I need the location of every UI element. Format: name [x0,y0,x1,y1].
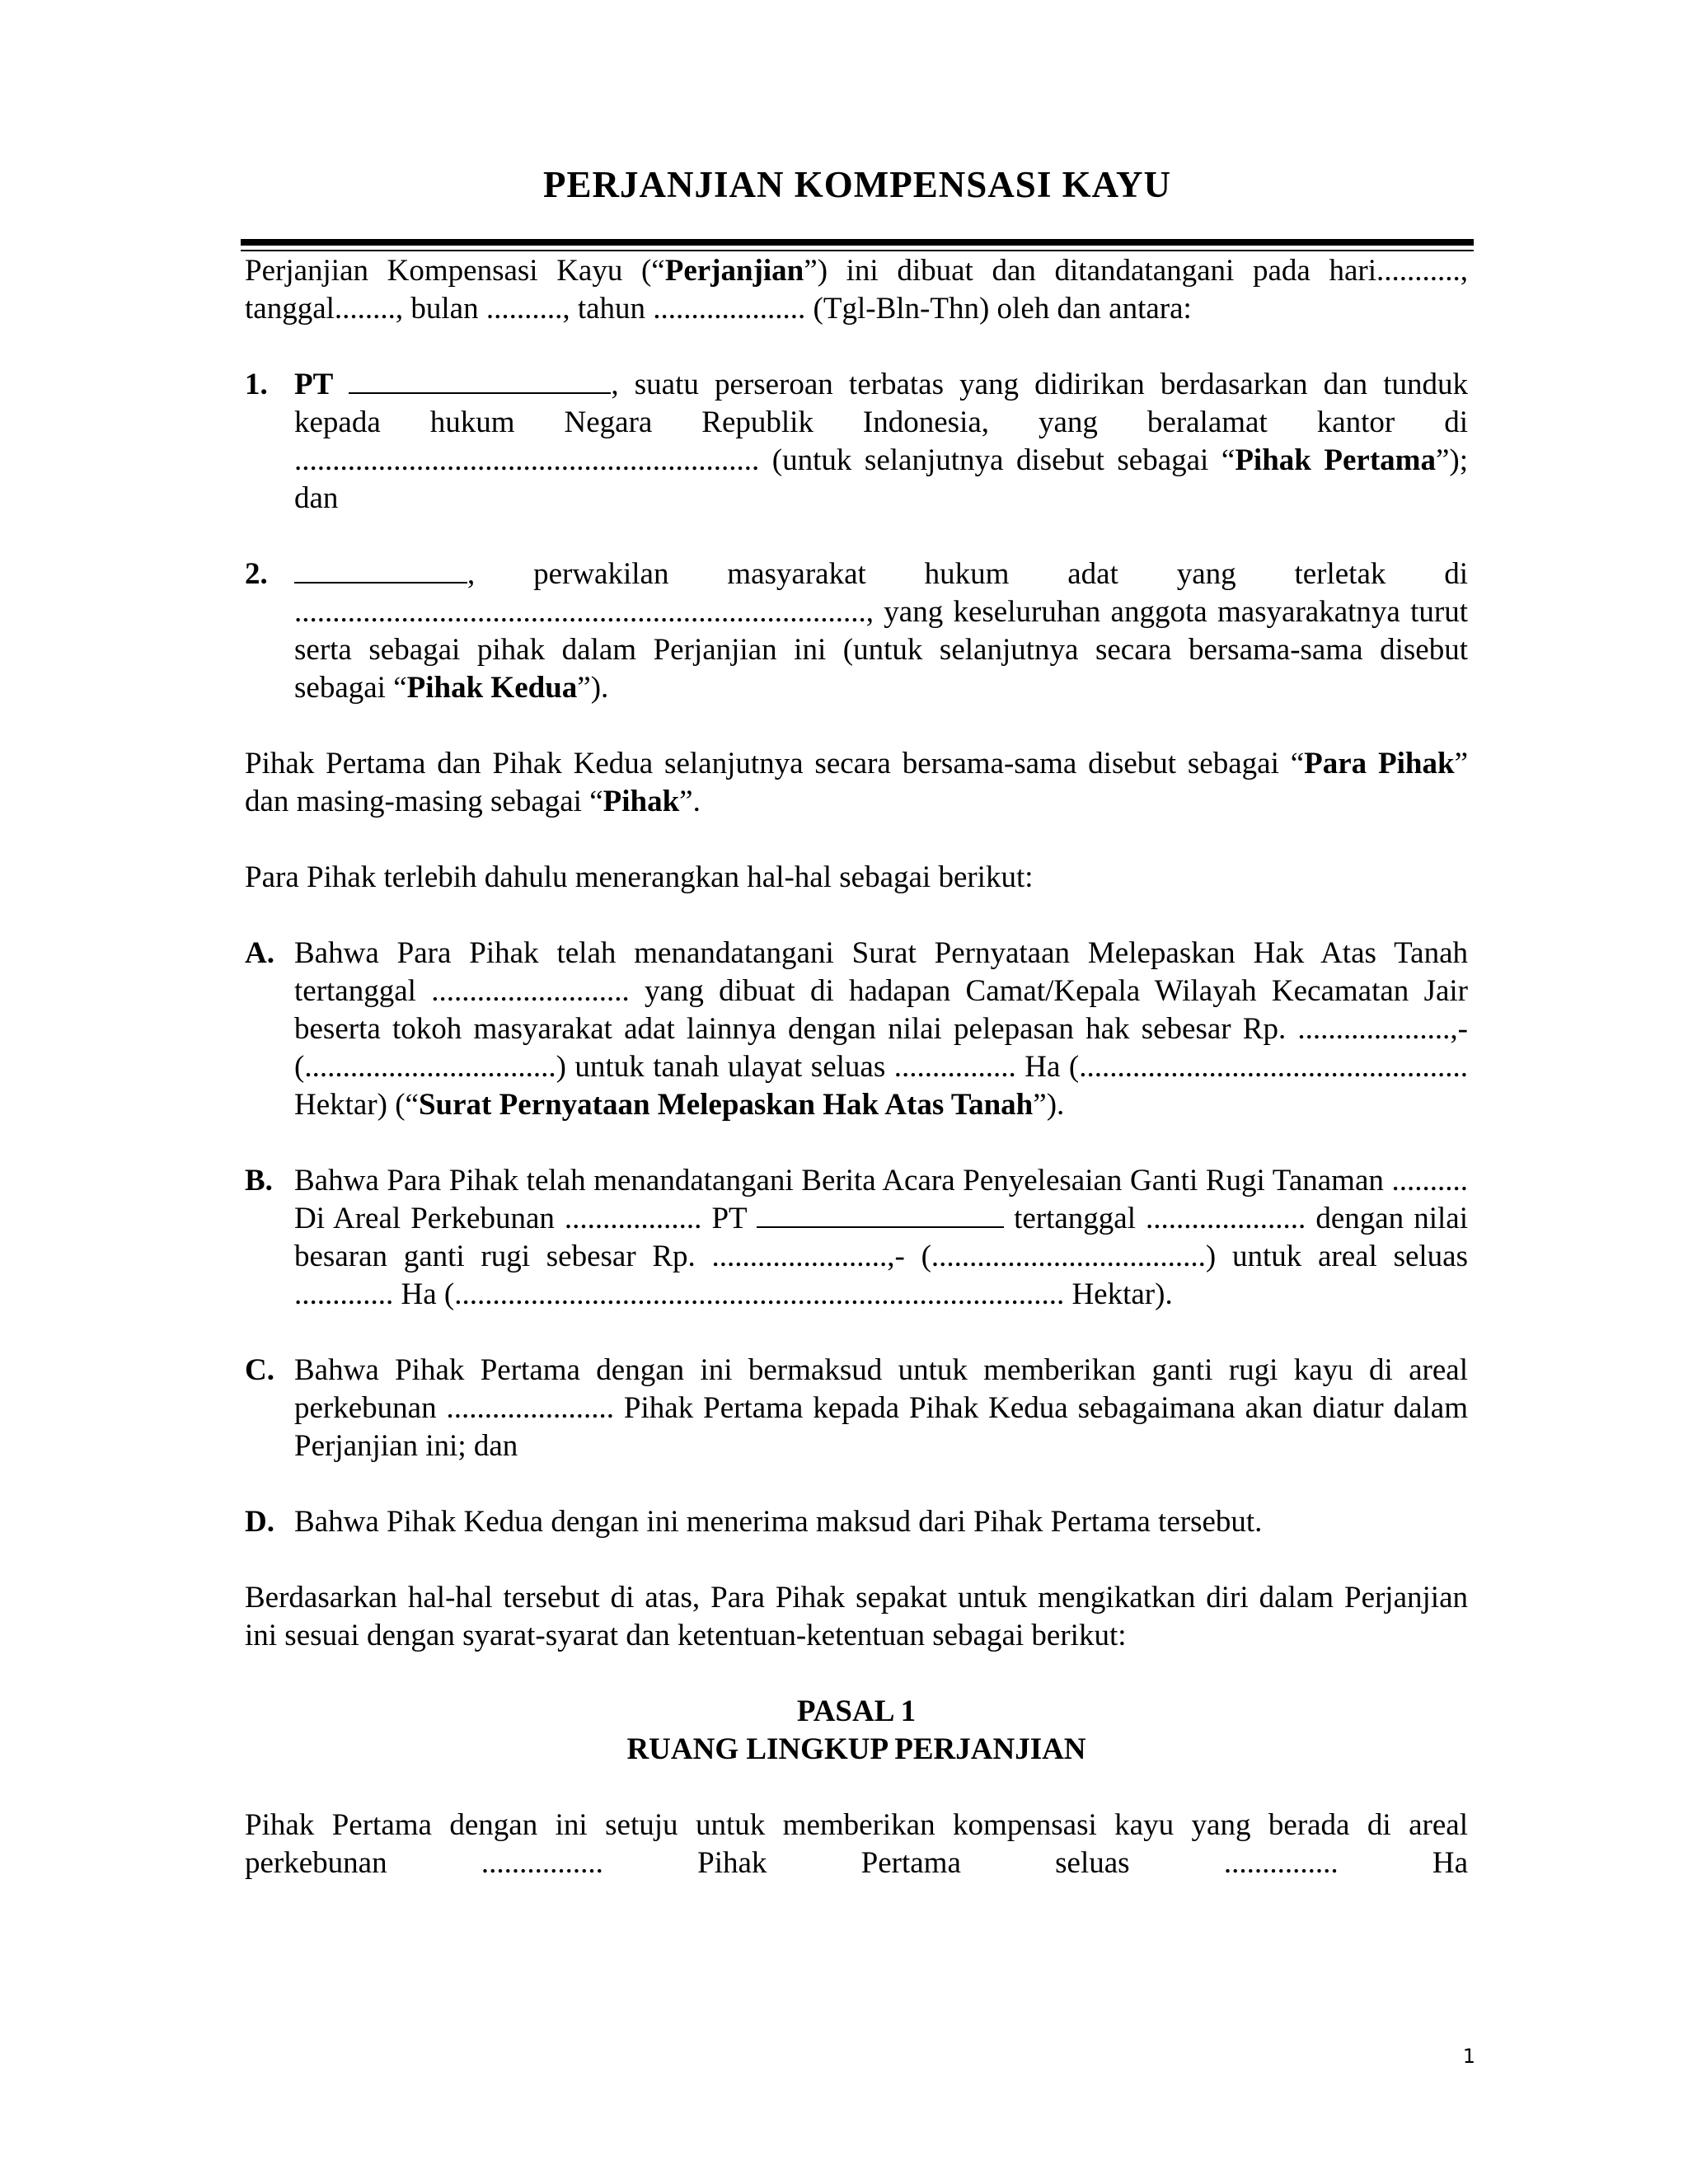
pasal-number: PASAL 1 [796,1694,917,1728]
party-text: , perwakilan masyarakat hukum adat yang terletak di ..........................................................................., yang keseluruhan anggota masyarakatnya turut serta sebagai pihak dalam Perjanjian ini (untuk selanjutnya secara bersama-sama disebut sebagai “Pihak Kedua”). [294,557,1468,705]
pasal-heading: RUANG LINGKUP PERJANJIAN [626,1732,1086,1766]
recital-b [245,1162,1468,1314]
pasal-1-text: Pihak Pertama dengan ini setuju untuk memberikan kompensasi kayu yang berada di areal perkebunan ................ Pihak Pertama seluas ............... Ha [245,1808,1468,1880]
party-number: 2. [245,557,268,591]
recital-a [245,935,1468,1124]
title-rule-thick [241,239,1474,246]
party-number: 1. [245,368,268,401]
agreement-clause: Berdasarkan hal-hal tersebut di atas, Para Pihak sepakat untuk mengikatkan diri dalam Perjanjian ini sesuai dengan syarat-syarat dan ketentuan-ketentuan sebagai berikut: [245,1581,1468,1652]
intro-paragraph: Perjanjian Kompensasi Kayu (“Perjanjian”) ini dibuat dan ditandatangani pada hari..........., tanggal........, bulan .........., tahun .................... (Tgl-Bln-Thn) oleh dan antara: [245,254,1468,326]
recital-d [245,1503,1468,1541]
recital-c [245,1352,1468,1465]
recital-letter: D. [245,1505,274,1539]
recital-letter: A. [245,936,274,970]
recital-text: Bahwa Pihak Kedua dengan ini menerima maksud dari Pihak Pertama tersebut. [294,1505,1263,1539]
preamble-paragraph: Para Pihak terlebih dahulu menerangkan hal-hal sebagai berikut: [245,860,1034,894]
party-text: PT , suatu perseroan terbatas yang didirikan berdasarkan dan tunduk kepada hukum Negara Republik Indonesia, yang beralamat kantor di ............................................................. (untuk selanjutnya disebut sebagai “Pihak Pertama”); dan [294,368,1469,515]
recital-letter: C. [245,1353,274,1387]
title-rule-thin [241,250,1474,251]
blank-line [294,557,467,583]
party-item-1 [245,366,1468,518]
recital-text: Bahwa Pihak Pertama dengan ini bermaksud untuk memberikan ganti rugi kayu di areal perkebunan ...................... Pihak Pertama kepada Pihak Kedua sebagaimana akan diatur dalam Perjanjian ini; dan [294,1353,1468,1463]
recital-text: Bahwa Para Pihak telah menandatangani Surat Pernyataan Melepaskan Hak Atas Tanah tertanggal .......................... yang dibuat di hadapan Camat/Kepala Wilayah Kecamatan Jair beserta tokoh masyarakat adat lainnya dengan nilai pelepasan hak sebesar Rp. ....................,- (.................................) untuk tanah ulayat seluas ................ Ha (................................................... Hektar) (“Surat Pernyataan Melepaskan Hak Atas Tanah”). [294,936,1468,1122]
document-title: PERJANJIAN KOMPENSASI KAYU [543,164,1171,205]
blank-line [349,368,611,394]
blank-line [757,1202,1004,1228]
para-pihak-paragraph: Pihak Pertama dan Pihak Kedua selanjutnya secara bersama-sama disebut sebagai “Para Pihak” dan masing-masing sebagai “Pihak”. [245,747,1468,818]
recital-text: Bahwa Para Pihak telah menandatangani Berita Acara Penyelesaian Ganti Rugi Tanaman .......... Di Areal Perkebunan .................. PT tertanggal ..................... dengan nilai besaran ganti rugi sebesar Rp. .......................,- (....................................) untuk areal seluas ............. Ha (................................................................................ Hektar). [294,1164,1468,1311]
page-number: 1 [1462,2045,1475,2068]
party-item-2 [245,555,1468,707]
recital-letter: B. [245,1164,273,1197]
document-body [245,252,1468,1882]
